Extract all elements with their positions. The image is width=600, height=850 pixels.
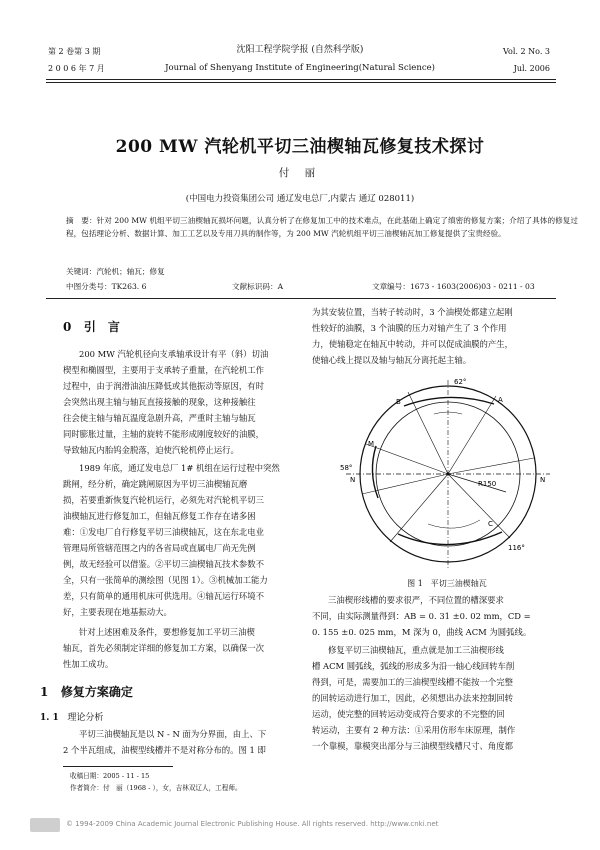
section-1-1-heading <box>40 710 103 723</box>
label-b: B <box>396 398 401 406</box>
doc-code-value: A <box>277 282 284 291</box>
document-code <box>232 280 283 293</box>
section-1-1-paragraph <box>63 726 301 758</box>
right-p3-line: 运动，使完整的回转运动变成符合要求的不完整的回 <box>312 709 505 719</box>
intro-p1-line: 同时膨胀过量，主轴的旋转不能形成刚度较好的油膜， <box>63 429 264 439</box>
section-0-heading <box>63 318 120 335</box>
footnote-received: 收稿日期：2005 - 11 - 15 <box>70 772 150 780</box>
intro-paragraph-1 <box>63 346 301 458</box>
right-p2-line: 0. 155 ±0. 025 mm，M 深为 0，曲线 ACM 为圆弧线。 <box>312 627 532 637</box>
article-no-value: 1673 - 1603(2006)03 - 0211 - 03 <box>409 282 535 291</box>
footnotes <box>70 770 242 794</box>
header-journal-zh: 沈阳工程学院学报 (自然科学版) <box>236 45 364 55</box>
header-rule-bottom <box>46 82 556 83</box>
intro-p1-line: 过程中，由于润滑油油压降低或其他振动等原因，有时 <box>63 381 264 391</box>
intro-p1-line: 200 MW 汽轮机径向支承轴承设计有平（斜）切油 <box>79 349 269 359</box>
right-p3-line: 槽 ACM 圆弧线，弧线的形成多为沿一轴心线回转车削 <box>312 661 515 671</box>
doc-code-label: 文献标识码： <box>232 282 278 291</box>
right-paragraph-1 <box>312 304 582 368</box>
copyright-footer: © 1994-2009 China Academic Journal Electronic Publishing House. All rights reserved. http://www.cnki.net <box>66 820 439 828</box>
right-p1-line: 为其安装位置，当转子转动时，3 个油楔处都建立起刚 <box>312 307 513 317</box>
right-p2-line: 不同，由实际测量得到：AB = 0. 31 ±0. 02 mm，CD = <box>312 611 531 621</box>
label-radius: R150 <box>478 480 497 488</box>
intro-p3-line: 轴瓦，首先必须制定详细的修复加工方案，以确保一次 <box>63 643 264 653</box>
section-1-number: 1 <box>40 685 49 699</box>
abstract <box>66 214 578 240</box>
clc-label: 中图分类号： <box>66 282 112 291</box>
right-paragraph-3 <box>312 642 582 754</box>
intro-p2-line: 跳闸，经分析，确定跳闸原因为平切三油楔轴瓦磨 <box>63 479 248 489</box>
label-angle-bottom: 116° <box>508 544 525 552</box>
article-number <box>372 280 535 293</box>
radial-line-right <box>448 458 534 474</box>
right-p1-line: 使轴心线上提以及轴与轴瓦分离托起主轴。 <box>312 355 472 365</box>
right-p1-line: 力，使轴稳定在轴瓦中转动，并可以促成油膜的产生， <box>312 339 513 349</box>
right-p3-line: 得到，可是，需要加工的三油楔型线槽不能按一个完整 <box>312 677 513 687</box>
label-angle-left: 58° <box>340 464 353 472</box>
radial-line-left-low <box>362 474 448 494</box>
intro-p2-line: 全，只有一张简单的测绘图（见图 1）。③机械加工能力 <box>63 575 268 585</box>
article-no-label: 文章编号： <box>372 282 410 291</box>
oil-wedge-arc-bottom <box>398 532 502 545</box>
right-p3-line: 修复平切三油楔轴瓦，重点就是加工三油楔形线 <box>328 645 504 655</box>
affiliation: (中国电力投资集团公司 通辽发电总厂,内蒙古 通辽 028011) <box>185 194 415 204</box>
intro-p1-line: 会突然出现主轴与轴瓦直接接触的现象，这种接触往 <box>63 397 256 407</box>
paper-title: 200 MW 汽轮机平切三油楔轴瓦修复技术探讨 <box>115 137 485 157</box>
clc-number <box>66 280 146 293</box>
right-p1-line: 性较好的油膜，3 个油膜的压力对轴产生了 3 个作用 <box>312 323 507 333</box>
s11-line: 2 个半瓦组成，油楔型线槽并不是对称分布的。图 1 即 <box>63 745 266 755</box>
publisher-logo <box>30 818 60 832</box>
intro-p2-line: 管理局所管辖范围之内的各省局或直属电厂尚无先例 <box>63 543 256 553</box>
intro-paragraph-2 <box>63 460 301 620</box>
right-p3-line: 的回转运动进行加工，因此，必须想出办法来控制回转 <box>312 693 513 703</box>
section-0-number: 0 <box>63 320 72 334</box>
s11-line: 平切三油楔轴瓦是以 N - N 面为分界面，由上、下 <box>79 729 267 739</box>
abstract-label: 摘 要： <box>66 216 97 225</box>
intro-p1-line: 楔型和椭圆型，主要用于支承转子重量，在汽轮机工作 <box>63 365 264 375</box>
clc-value: TK263. 6 <box>111 282 147 291</box>
angle-arc-bottom <box>428 520 480 528</box>
label-c: C <box>488 520 493 528</box>
keywords-text: 汽轮机；轴瓦；修复 <box>96 267 165 276</box>
intro-p1-line: 导致轴瓦内胎钨金脱落，迫使汽轮机停止运行。 <box>63 445 239 455</box>
right-p2-line: 三油楔形线槽的要求很严，不同位置的槽深要求 <box>328 595 504 605</box>
abstract-rule <box>46 298 556 299</box>
intro-p2-line: 油楔轴瓦进行修复加工，但轴瓦修复工作存在诸多困 <box>63 511 256 521</box>
intro-p2-line: 差，只有简单的通用机床可供选用。④轴瓦运行环境不 <box>63 591 264 601</box>
section-1-heading <box>40 683 133 700</box>
label-n-right: N <box>540 476 546 484</box>
header-volume-en: Vol. 2 No. 3 <box>503 47 550 56</box>
label-angle-top: 62° <box>454 378 467 386</box>
intro-p2-line: 好，主要表现在地基振动大。 <box>63 607 172 617</box>
intro-p2-line: 1989 年底，通辽发电总厂 1# 机组在运行过程中突然 <box>79 463 280 473</box>
section-1-1-number: 1. 1 <box>40 713 59 723</box>
header-rule-top <box>46 79 556 80</box>
intro-p2-line: 损，若要重新恢复汽轮机运行，必须先对汽轮机平切三 <box>63 495 264 505</box>
keywords <box>66 265 165 278</box>
header-volume-zh: 第 2 卷第 3 期 <box>48 47 101 56</box>
intro-p2-line: 难：①发电厂自行修复平切三油楔轴瓦，这在东北电业 <box>63 527 264 537</box>
section-1-title: 修复方案确定 <box>60 685 133 699</box>
intro-p3-line: 性加工成功。 <box>63 659 114 669</box>
header-journal-en: Journal of Shenyang Institute of Engineering(Natural Science) <box>165 63 435 73</box>
author-name: 付 丽 <box>278 167 322 179</box>
intro-paragraph-3 <box>63 624 301 672</box>
footnote-author-bio: 作者简介：付 丽（1968 - ），女，吉林双辽人，工程师。 <box>70 784 242 792</box>
right-p3-line: 转运动，主要有 2 种方法：①采用仿形车床原理，制作 <box>312 725 516 735</box>
intro-p2-line: 例，故无经验可以借鉴。②平切三油楔轴瓦技术参数不 <box>63 559 264 569</box>
right-p3-line: 一个靠模，靠模突出部分与三油楔型线槽尺寸、角度都 <box>312 741 513 751</box>
keywords-label: 关键词： <box>66 267 97 276</box>
intro-p1-line: 往会使主轴与轴瓦温度急剧升高，严重时主轴与轴瓦 <box>63 413 256 423</box>
figure-1-diagram <box>338 374 558 574</box>
radial-line-bottom-left <box>390 474 448 542</box>
label-m: M <box>368 440 375 448</box>
right-paragraph-2 <box>312 592 582 640</box>
header-date-zh: 2 0 0 6 年 7 月 <box>48 64 105 73</box>
section-1-1-title: 理论分析 <box>67 713 104 723</box>
footnote-rule <box>63 766 173 767</box>
label-a: A <box>498 396 503 404</box>
section-0-title: 引 言 <box>83 320 120 334</box>
label-n-left: N <box>350 476 356 484</box>
radial-line-top-right <box>448 396 496 474</box>
figure-1-caption: 图 1 平切三油楔轴瓦 <box>407 579 487 588</box>
intro-p3-line: 针对上述困难及条件，要想修复加工平切三油楔 <box>79 627 255 637</box>
header-date-en: Jul. 2006 <box>513 64 550 73</box>
abstract-text: 针对 200 MW 机组平切三油楔轴瓦损坏问题，认真分析了在修复加工中的技术难点，在此基础上确定了缜密的修复方案；介绍了具体的修复过程，包括理论分析、数据计算、加工工艺以及专用刀具的制作等，为 200 MW 汽轮机组平切三油楔轴瓦加工修复提供了宝贵经验。 <box>66 216 579 238</box>
